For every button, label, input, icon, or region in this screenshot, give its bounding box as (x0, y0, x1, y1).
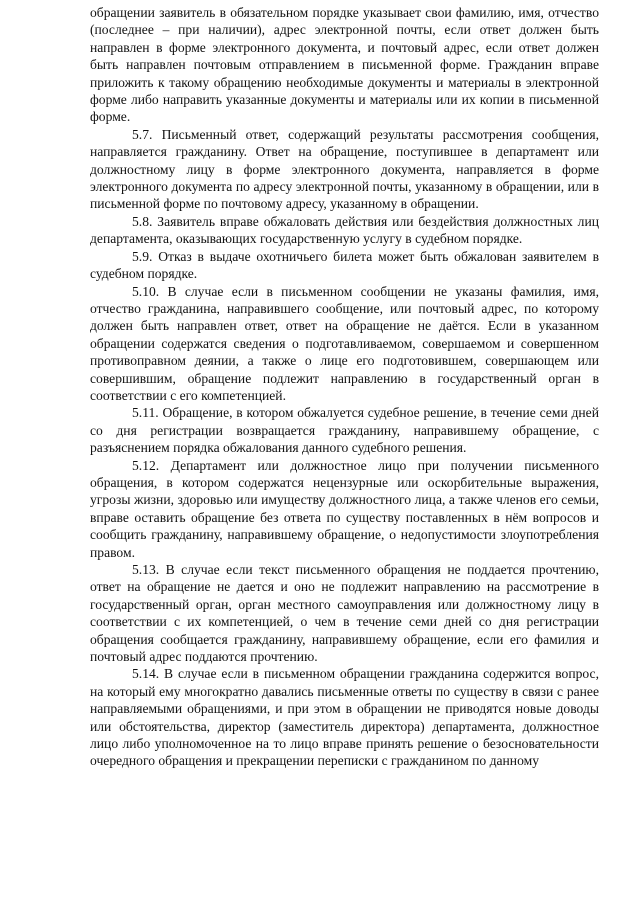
paragraph-5-12: 5.12. Департамент или должностное лицо при получении письменного обращения, в котором содержатся нецензурные или оскорбительные выражения, угрозы жизни, здоровью или имуществу должностного лица, а также членов его семьи, вправе оставить обращение без ответа по существу поставленных в нём вопросов и сообщить гражданину, направившему обращение, о недопустимости злоупотребления правом. (90, 457, 599, 560)
paragraph-5-10: 5.10. В случае если в письменном сообщении не указаны фамилия, имя, отчество гражданина, направившего сообщение, или почтовый адрес, по которому должен быть направлен ответ, ответ на обращение не даётся. Если в указанном обращении содержатся сведения о подготавливаемом, совершаемом и совершенном противоправном деянии, а также о лице его подготовившем, совершающем или совершившим, обращение подлежит направлению в государственный орган в соответствии с его компетенцией. (90, 283, 599, 403)
paragraph-5-14: 5.14. В случае если в письменном обращении гражданина содержится вопрос, на который ему многократно давались письменные ответы по существу в связи с ранее направляемыми обращениями, и при этом в обращении не приводятся новые доводы или обстоятельства, директор (заместитель директора) департамента, должностное лицо либо уполномоченное на то лицо вправе принять решение о безосновательности очередного обращения и прекращении переписки с гражданином по данному (90, 666, 599, 769)
paragraph-5-13: 5.13. В случае если текст письменного обращения не поддается прочтению, ответ на обращение не дается и оно не подлежит направлению на рассмотрение в государственный орган, орган местного самоуправления или должностному лицу в соответствии с их компетенцией, о чем в течение семи дней со дня регистрации обращения сообщается гражданину, направившему обращение, если его фамилия и почтовый адрес поддаются прочтению. (90, 562, 599, 665)
paragraph-5-9: 5.9. Отказ в выдаче охотничьего билета может быть обжалован заявителем в судебном порядке. (90, 248, 599, 282)
paragraph-continuation: обращении заявитель в обязательном порядке указывает свои фамилию, имя, отчество (последнее – при наличии), адрес электронной почты, если ответ должен быть направлен в форме электронного документа, и почтовый адрес, если ответ должен быть направлен почтовым отправлением в письменной форме. Гражданин вправе приложить к такому обращению необходимые документы и материалы в электронной форме либо направить указанные документы и материалы или их копии в письменной форме. (90, 5, 599, 125)
paragraph-5-8: 5.8. Заявитель вправе обжаловать действия или бездействия должностных лиц департамента, оказывающих государственную услугу в судебном порядке. (90, 213, 599, 247)
paragraph-5-11: 5.11. Обращение, в котором обжалуется судебное решение, в течение семи дней со дня регистрации возвращается гражданину, направившему обращение, с разъяснением порядка обжалования данного судебного решения. (90, 405, 599, 456)
paragraph-5-7: 5.7. Письменный ответ, содержащий результаты рассмотрения сообщения, направляется гражданину. Ответ на обращение, поступившее в департамент или должностному лицу в форме электронного документа, направляется в форме электронного документа по адресу электронной почты, указанному в обращении, или в письменной форме по почтовому адресу, указанному в обращении. (90, 126, 599, 212)
